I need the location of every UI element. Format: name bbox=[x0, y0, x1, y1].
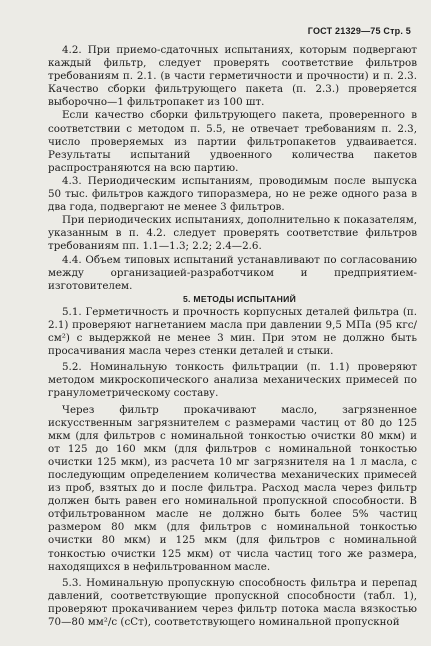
section-title: 5. МЕТОДЫ ИСПЫТАНИЙ bbox=[182, 293, 297, 304]
paragraph-5-2-continued: Через фильтр прокачивают масло, загрязненное искусственным загрязнителем с размерами частиц от 80 до 125 мкм (для фильтров с номинальной тонкостью очистки 80 мкм) и от 125 до 160 мкм (для фильтров с номинальной тонкостью очистки 125 мкм), из расчета 10 мг загрязнителя на 1 л масла, с последующим определением количества механических примесей из проб, взятых до и после фильтра. Расход масла через фильтр должен быть равен его номинальной пропускной способности. В отфильтрованном масле не должно быть более 5% частиц размером 80 мкм (для фильтров с номинальной тонкостью очистки 80 мкм) и 125 мкм (для фильтров с номинальной тонкостью очистки 125 мкм) от числа частиц того же размера, находящихся в нефильтрованном масле. bbox=[48, 403, 417, 573]
paragraph-4-4: 4.4. Объем типовых испытаний устанавливают по согласованию между организацией-разработчиком и предприятием-изготовителем. bbox=[48, 253, 417, 292]
paragraph-5-3: 5.3. Номинальную пропускную способность фильтра и перепад давлений, соответствующие пропускной способности (табл. 1), проверяют прокачиванием через фильтр потока масла вязкостью 70—80 мм²/с (сСт), соответствующего номинальной пропускной bbox=[48, 576, 417, 629]
paragraph-5-1: 5.1. Герметичность и прочность корпусных деталей фильтра (п. 2.1) проверяют нагнетанием масла при давлении 9,5 МПа (95 кгс/см²) с выдержкой не менее 3 мин. При этом не должно быть просачивания масла через стенки деталей и стыки. bbox=[48, 305, 417, 358]
document-body bbox=[48, 44, 417, 629]
paragraph-4-2-continued: Если качество сборки фильтрующего пакета, проверенного в соответствии с методом п. 5.5, не отвечает требованиям п. 2.3, число проверяемых из партии фильтропакетов удваивается. Результаты испытаний удвоенного количества пакетов распространяются на всю партию. bbox=[48, 109, 417, 174]
page-header: ГОСТ 21329—75 Стр. 5 bbox=[307, 26, 411, 36]
paragraph-4-3-continued: При периодических испытаниях, дополнительно к показателям, указанным в п. 4.2. следует проверять соответствие фильтров требованиям пп. 1.1—1.3; 2.2; 2.4—2.6. bbox=[48, 214, 417, 253]
paragraph-4-3: 4.3. Периодическим испытаниям, проводимым после выпуска 50 тыс. фильтров каждого типоразмера, но не реже одного раза в два года, подвергают не менее 3 фильтров. bbox=[48, 174, 417, 214]
paragraph-4-2: 4.2. При приемо-сдаточных испытаниях, которым подвергают каждый фильтр, следует проверять соответствие фильтров требованиям п. 2.1. (в части герметичности и прочности) и п. 2.3. Качество сборки фильтрующего пакета (п. 2.3.) проверяется выборочно—1 фильтропакет из 100 шт. bbox=[48, 44, 417, 109]
paragraph-5-2: 5.2. Номинальную тонкость фильтрации (п. 1.1) проверяют методом микроскопического анализа механических примесей по гранулометрическому составу. bbox=[48, 361, 417, 400]
